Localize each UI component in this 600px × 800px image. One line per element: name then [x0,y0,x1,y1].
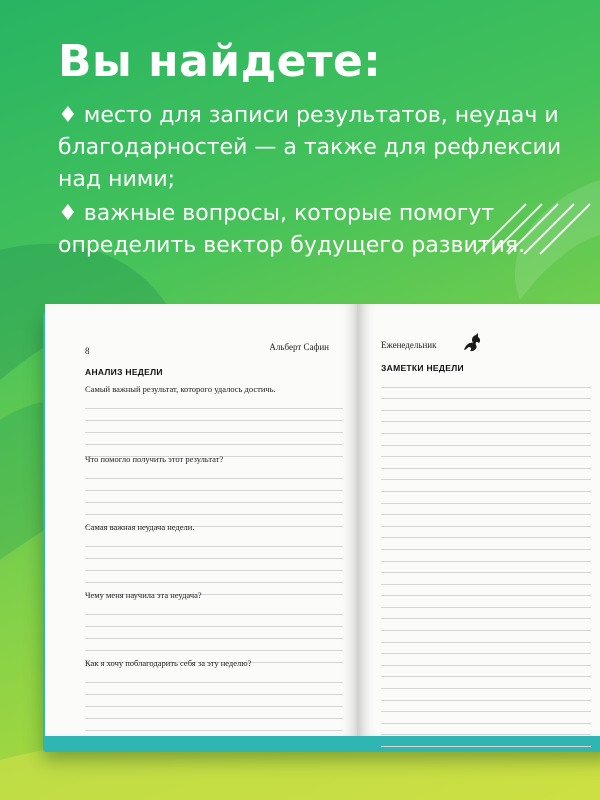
writing-lines [85,535,343,595]
open-planner-book [33,300,600,750]
author-name: Альберт Сафин [269,342,329,352]
headline: Вы найдете: [58,36,382,87]
running-head: Еженедельник [381,340,437,350]
diamond-bullet-icon: ♦ [58,103,78,128]
question-text: Как я хочу поблагодарить себя за эту неделю? [85,658,252,668]
decorative-slashes [472,200,600,256]
section-title: ЗАМЕТКИ НЕДЕЛИ [381,363,464,373]
question-text: Чему меня научила эта неудача? [85,590,202,600]
question-text: Самая важная неудача недели. [85,522,195,532]
right-page [357,304,600,736]
bullet-item [58,100,578,196]
section-title: АНАЛИЗ НЕДЕЛИ [85,367,163,377]
writing-lines [85,603,343,663]
page-number: 8 [85,346,90,356]
dragon-icon [461,332,483,354]
left-page [45,304,357,736]
question-text: Что помогло получить этот результат? [85,454,224,464]
writing-lines [85,467,343,527]
diamond-bullet-icon: ♦ [58,201,78,226]
bullet-text: место для записи результатов, неудач и благодарностей — а также для рефлексии над ними; [58,103,562,192]
writing-lines [381,376,591,747]
bullet-text: важные вопросы, которые помогут определить вектор будущего развития. [58,201,526,258]
writing-lines [85,397,343,457]
question-text: Самый важный результат, которого удалось достичь. [85,384,276,394]
writing-lines [85,671,343,731]
